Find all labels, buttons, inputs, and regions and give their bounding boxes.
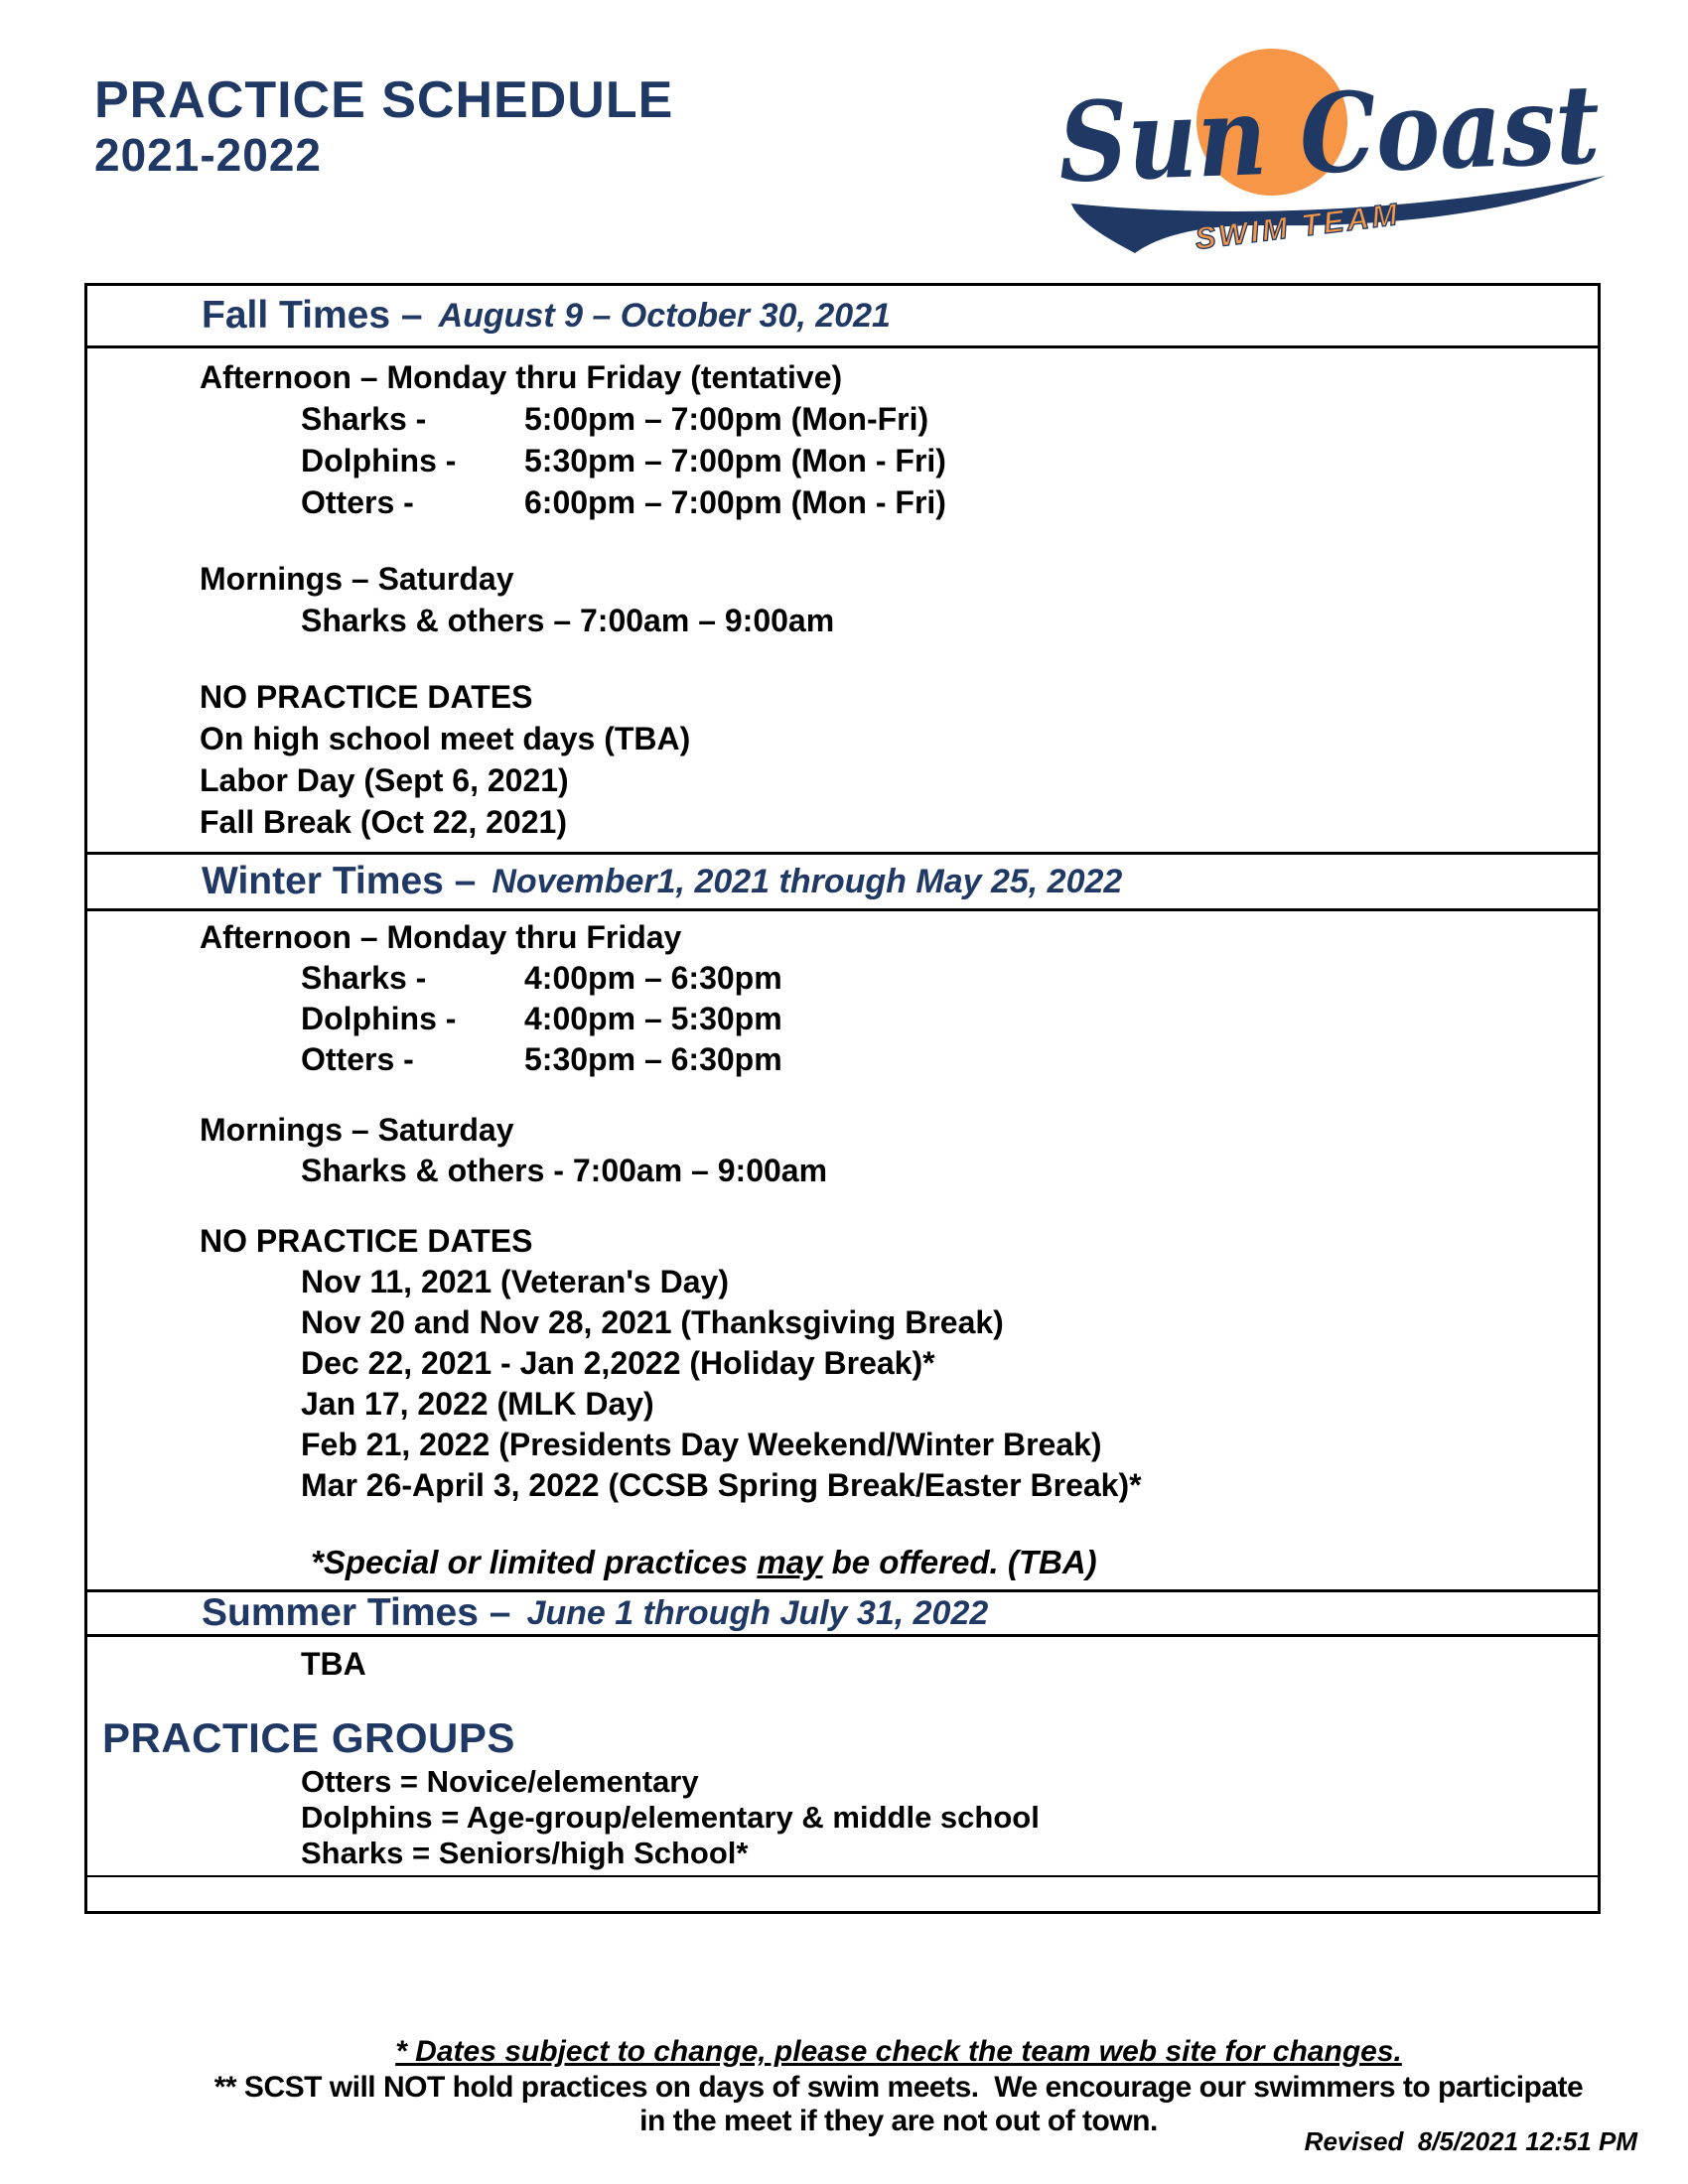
document-title-block <box>94 71 673 181</box>
winter-mornings-heading: Mornings – Saturday <box>200 1112 514 1148</box>
group-label: Otters - <box>301 1041 414 1077</box>
group-time: 5:30pm – 6:30pm <box>524 1041 782 1077</box>
group-label: Dolphins - <box>301 443 457 478</box>
suncoast-logo <box>1048 25 1618 258</box>
group-time: 4:00pm – 6:30pm <box>524 960 782 996</box>
revised-timestamp: Revised 8/5/2021 12:51 PM <box>1304 2126 1637 2156</box>
winter-dates: November1, 2021 through May 25, 2022 <box>492 862 1123 900</box>
group-time: 4:00pm – 5:30pm <box>524 1001 782 1036</box>
winter-schedule-row <box>87 999 1598 1039</box>
empty-table-row <box>87 1875 1598 1917</box>
fall-no-practice-row: Fall Break (Oct 22, 2021) <box>200 804 567 840</box>
summer-section-header <box>87 1589 1598 1637</box>
winter-no-practice-row: Dec 22, 2021 - Jan 2,2022 (Holiday Break)* <box>301 1345 935 1381</box>
winter-no-practice-row: Jan 17, 2022 (MLK Day) <box>301 1386 654 1422</box>
summer-title: Summer Times – <box>202 1591 511 1634</box>
note-suffix: be offered. (TBA) <box>822 1544 1097 1580</box>
footer-note-no-practices-line2: in the meet if they are not out of town. <box>639 2105 1158 2137</box>
fall-mornings-row: Sharks & others – 7:00am – 9:00am <box>301 603 835 638</box>
winter-no-practice-row: Nov 11, 2021 (Veteran's Day) <box>301 1264 729 1299</box>
practice-group-row: Otters = Novice/elementary <box>301 1764 699 1799</box>
group-label: Dolphins - <box>301 1001 457 1036</box>
practice-group-row: Sharks = Seniors/high School* <box>301 1836 749 1870</box>
winter-section-body <box>87 911 1598 1589</box>
winter-mornings-row: Sharks & others - 7:00am – 9:00am <box>301 1153 828 1188</box>
document-title: PRACTICE SCHEDULE <box>94 71 674 129</box>
fall-section-body <box>87 348 1598 852</box>
winter-no-practice-row: Nov 20 and Nov 28, 2021 (Thanksgiving Break) <box>301 1304 1004 1340</box>
summer-tba: TBA <box>301 1646 366 1682</box>
winter-no-practice-row: Mar 26-April 3, 2022 (CCSB Spring Break/Easter Break)* <box>301 1467 1142 1503</box>
practice-groups-heading: PRACTICE GROUPS <box>102 1714 515 1761</box>
fall-dates: August 9 – October 30, 2021 <box>438 296 891 335</box>
group-time: 5:30pm – 7:00pm (Mon - Fri) <box>524 443 946 478</box>
fall-no-practice-heading: NO PRACTICE DATES <box>200 679 533 715</box>
logo-banner-text: SWIM TEAM <box>1193 196 1403 256</box>
fall-no-practice-row: Labor Day (Sept 6, 2021) <box>200 762 569 798</box>
logo-script-text: Sun Coast <box>1055 57 1618 207</box>
footer-note-dates-change: * Dates subject to change, please check the team web site for changes. <box>395 2035 1402 2068</box>
winter-special-note <box>87 1542 1598 1582</box>
fall-no-practice-row: On high school meet days (TBA) <box>200 721 691 756</box>
winter-afternoon-heading: Afternoon – Monday thru Friday <box>200 919 682 955</box>
fall-mornings-heading: Mornings – Saturday <box>200 561 514 597</box>
practice-group-row: Dolphins = Age-group/elementary & middle school <box>301 1800 1040 1835</box>
summer-section-body <box>87 1637 1598 1875</box>
winter-schedule-row <box>87 958 1598 999</box>
fall-schedule-row <box>87 440 1598 481</box>
suncoast-logo-svg <box>1048 25 1618 258</box>
fall-section-header <box>87 286 1598 348</box>
group-time: 6:00pm – 7:00pm (Mon - Fri) <box>524 484 946 520</box>
note-prefix: *Special or limited practices <box>311 1544 758 1580</box>
fall-schedule-row <box>87 398 1598 440</box>
group-label: Otters - <box>301 484 414 520</box>
note-underlined-word: may <box>757 1544 823 1580</box>
document-years: 2021-2022 <box>94 129 322 181</box>
fall-afternoon-heading: Afternoon – Monday thru Friday (tentative) <box>200 359 843 395</box>
schedule-table <box>84 283 1601 1914</box>
fall-title: Fall Times – <box>202 294 423 337</box>
fall-schedule-row <box>87 481 1598 523</box>
winter-title: Winter Times – <box>202 860 477 902</box>
winter-schedule-row <box>87 1039 1598 1080</box>
summer-dates: June 1 through July 31, 2022 <box>526 1593 989 1632</box>
winter-section-header <box>87 852 1598 911</box>
winter-no-practice-row: Feb 21, 2022 (Presidents Day Weekend/Winter Break) <box>301 1427 1102 1462</box>
group-label: Sharks - <box>301 401 427 437</box>
winter-no-practice-heading: NO PRACTICE DATES <box>200 1223 533 1259</box>
footer-note-no-practices-line1: ** SCST will NOT hold practices on days of swim meets. We encourage our swimmers to participate <box>213 2071 1584 2104</box>
group-label: Sharks - <box>301 960 427 996</box>
group-time: 5:00pm – 7:00pm (Mon-Fri) <box>524 401 929 437</box>
